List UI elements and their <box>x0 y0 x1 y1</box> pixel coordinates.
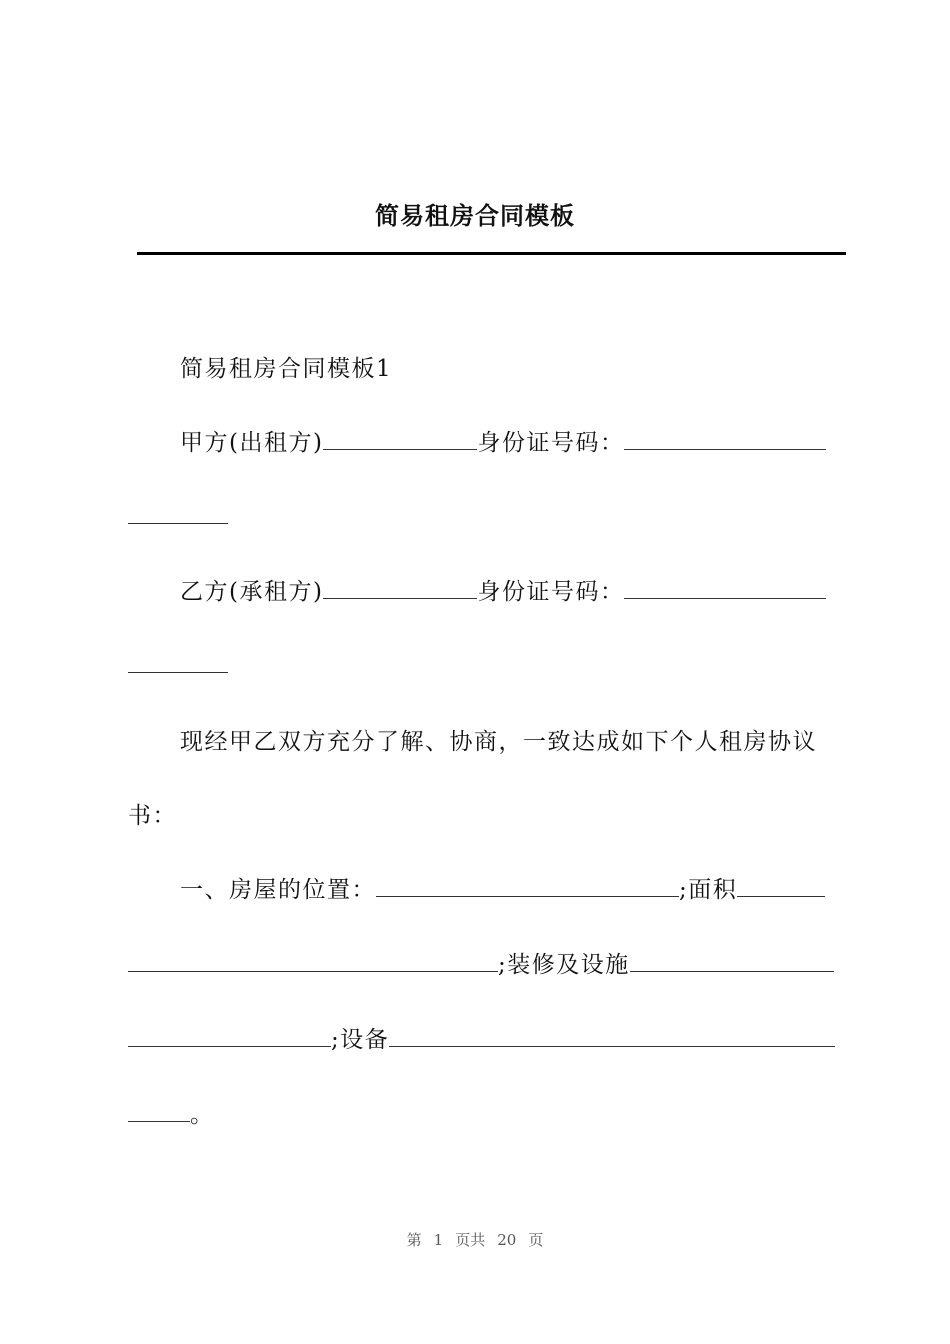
equipment-label: ;设备 <box>331 1027 390 1053</box>
footer-total-pages: 20 <box>497 1231 517 1249</box>
area-label: ;面积 <box>679 877 738 903</box>
item1-label: 一、房屋的位置： <box>180 877 376 903</box>
party-a-id-continued <box>128 502 842 532</box>
party-a-label: 甲方(出租方) <box>180 430 324 456</box>
equipment-blank <box>389 1026 835 1047</box>
party-a-line <box>128 428 894 458</box>
item1-line1 <box>128 875 894 905</box>
party-b-blank <box>323 578 477 599</box>
equipment-blank-cont <box>128 1101 190 1122</box>
footer-suffix: 页 <box>528 1231 544 1249</box>
footer-middle: 页共 <box>455 1231 486 1249</box>
area-blank <box>737 876 825 897</box>
title-rule <box>137 252 846 255</box>
heading-text: 简易租房合同模板1 <box>180 356 393 382</box>
item1-line2 <box>128 950 842 980</box>
intro-text-1: 现经甲乙双方充分了解、协商，一致达成如下个人租房协议 <box>180 729 817 755</box>
location-blank <box>376 876 679 897</box>
decoration-blank-cont <box>128 1026 331 1047</box>
party-b-label: 乙方(承租方) <box>180 579 324 605</box>
party-a-id-blank-cont <box>128 503 228 524</box>
party-b-id-continued <box>128 651 842 681</box>
section-heading <box>128 354 894 384</box>
party-b-id-label: 身份证号码： <box>477 579 625 605</box>
party-b-id-blank <box>624 578 826 599</box>
item1-line3 <box>128 1025 842 1055</box>
page-footer <box>0 1229 950 1250</box>
decoration-blank <box>630 951 834 972</box>
footer-prefix: 第 <box>406 1231 422 1249</box>
document-title: 简易租房合同模板 <box>375 202 575 230</box>
end-mark: 。 <box>190 1102 215 1128</box>
area-blank-cont <box>128 951 498 972</box>
party-b-line <box>128 577 894 607</box>
footer-current-page: 1 <box>433 1231 444 1249</box>
party-a-id-label: 身份证号码： <box>477 430 625 456</box>
party-a-id-blank <box>624 429 826 450</box>
party-a-blank <box>323 429 477 450</box>
party-b-id-blank-cont <box>128 652 228 673</box>
intro-paragraph-line2 <box>128 801 842 831</box>
decoration-label: ;装修及设施 <box>498 952 630 978</box>
intro-text-2: 书： <box>128 803 177 829</box>
item1-line4 <box>128 1100 842 1130</box>
intro-paragraph-line1 <box>128 727 894 757</box>
